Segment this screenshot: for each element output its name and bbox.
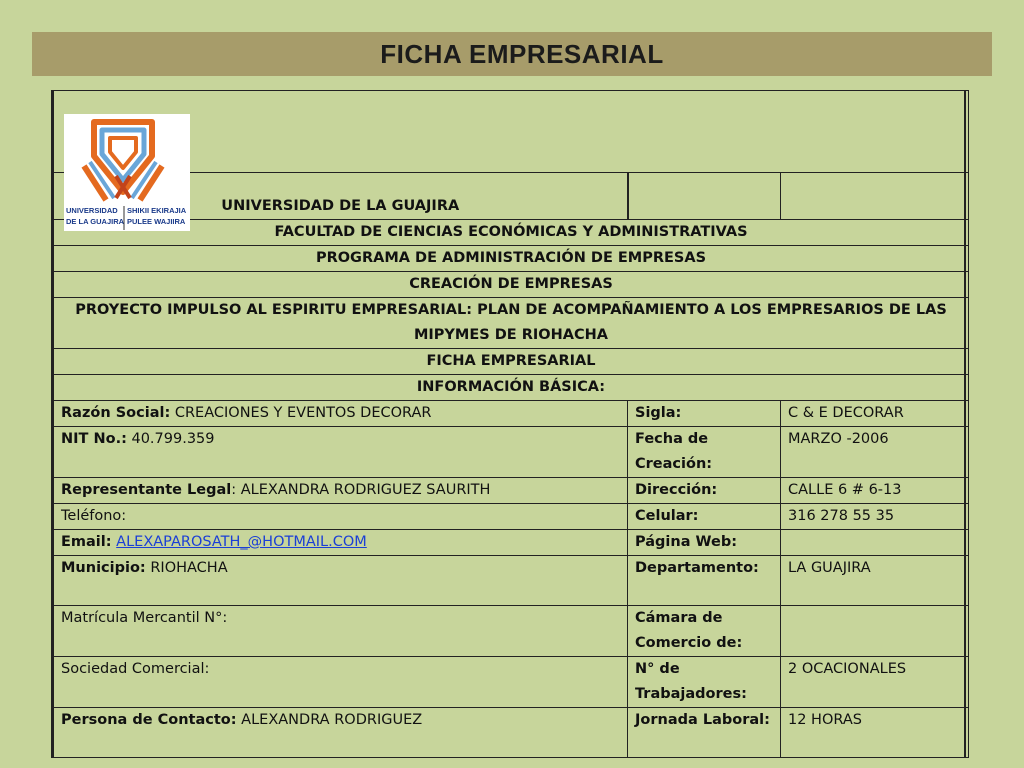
table-row [54, 427, 969, 478]
university-logo [64, 114, 190, 231]
title-banner [32, 32, 992, 76]
row-left [54, 556, 628, 606]
field-value: Matrícula Mercantil N°: [61, 610, 228, 626]
row-left [54, 401, 628, 427]
row-mid: Celular: [628, 504, 781, 530]
row-mid: Cámara de Comercio de: [628, 606, 781, 657]
row-left [54, 427, 628, 478]
email-link[interactable]: ALEXAPAROSATH_@HOTMAIL.COM [116, 534, 367, 550]
row-right: C & E DECORAR [781, 401, 969, 427]
field-value: ALEXANDRA RODRIGUEZ [236, 712, 423, 728]
row-left [54, 657, 628, 708]
faculty-name: FACULTAD DE CIENCIAS ECONÓMICAS Y ADMINISTRATIVAS [54, 220, 969, 246]
course-name: CREACIÓN DE EMPRESAS [54, 272, 969, 298]
table-row [54, 401, 969, 427]
row-left [54, 504, 628, 530]
empty-cell [628, 173, 781, 220]
university-name: UNIVERSIDAD DE LA GUAJIRA [54, 173, 628, 220]
field-label: Municipio: [61, 560, 146, 576]
section-title: INFORMACIÓN BÁSICA: [54, 375, 969, 401]
row-left [54, 708, 628, 758]
program-name: PROGRAMA DE ADMINISTRACIÓN DE EMPRESAS [54, 246, 969, 272]
row-right: 316 278 55 35 [781, 504, 969, 530]
business-table [53, 90, 969, 758]
row-mid: Jornada Laboral: [628, 708, 781, 758]
row-mid: Página Web: [628, 530, 781, 556]
row-mid: Departamento: [628, 556, 781, 606]
field-label: NIT No.: [61, 431, 127, 447]
empty-cell [781, 173, 969, 220]
logo-emblem-icon [64, 114, 190, 231]
row-right: MARZO -2006 [781, 427, 969, 478]
row-right [781, 530, 969, 556]
row-right: LA GUAJIRA [781, 556, 969, 606]
table-row [54, 530, 969, 556]
field-value: Sociedad Comercial: [61, 661, 210, 677]
row-mid: Dirección: [628, 478, 781, 504]
row-left [54, 530, 628, 556]
table-row [54, 504, 969, 530]
field-value: RIOHACHA [145, 560, 228, 576]
table-row [54, 708, 969, 758]
table-row [54, 657, 969, 708]
field-label: Email: [61, 534, 112, 550]
row-left [54, 478, 628, 504]
logo-cell [54, 91, 969, 173]
field-label: Persona de Contacto: [61, 712, 237, 728]
field-label: Razón Social: [61, 405, 171, 421]
logo-row [54, 91, 969, 173]
table-row [54, 556, 969, 606]
row-right: CALLE 6 # 6-13 [781, 478, 969, 504]
field-value: CREACIONES Y EVENTOS DECORAR [170, 405, 432, 421]
logo-text: SHIKII EKIRAJIA [127, 206, 187, 215]
row-right [781, 606, 969, 657]
sheet-title: FICHA EMPRESARIAL [54, 349, 969, 375]
page-title: FICHA EMPRESARIAL [380, 38, 664, 69]
row-mid: Fecha de Creación: [628, 427, 781, 478]
row-mid: Sigla: [628, 401, 781, 427]
field-value: 40.799.359 [126, 431, 215, 447]
university-row [54, 173, 969, 220]
field-label: Representante Legal [61, 482, 232, 498]
logo-text: DE LA GUAJIRA [66, 217, 125, 226]
table-row [54, 478, 969, 504]
row-right: 12 HORAS [781, 708, 969, 758]
row-mid: N° de Trabajadores: [628, 657, 781, 708]
table-row [54, 606, 969, 657]
row-right: 2 OCACIONALES [781, 657, 969, 708]
logo-text: PULEE WAJIIRA [127, 217, 186, 226]
row-left [54, 606, 628, 657]
logo-text: UNIVERSIDAD [66, 206, 118, 215]
field-value: : ALEXANDRA RODRIGUEZ SAURITH [231, 482, 491, 498]
project-name: PROYECTO IMPULSO AL ESPIRITU EMPRESARIAL: PLAN DE ACOMPAÑAMIENTO A LOS EMPRESARIOS DE LAS MIPYMES DE RIOHACHA [54, 298, 969, 349]
field-value: Teléfono: [61, 508, 127, 524]
